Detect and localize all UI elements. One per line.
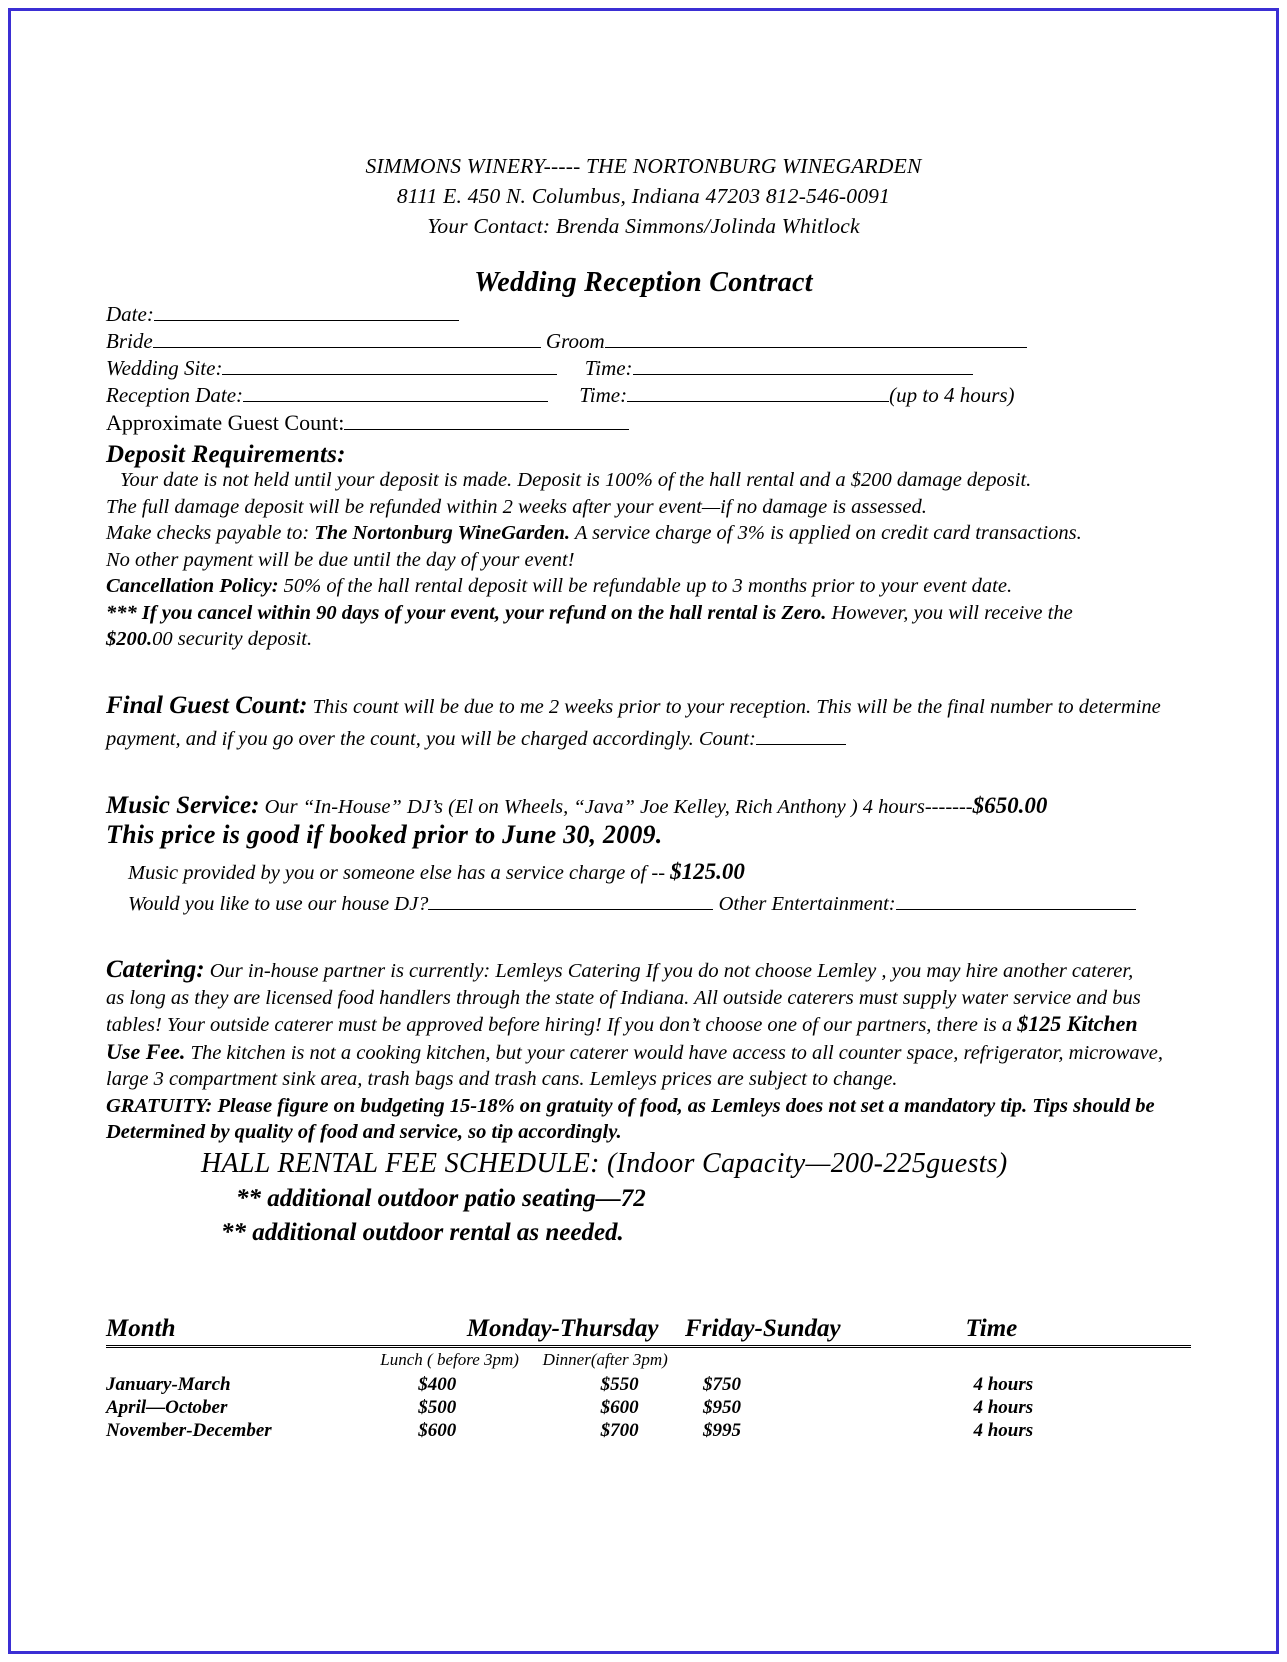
table-header-row — [106, 1316, 1191, 1347]
hall-rental-note-2: ** additional outdoor rental as needed. — [221, 1218, 624, 1246]
catering-line-3 — [106, 1011, 1211, 1039]
document-body — [106, 301, 1211, 1442]
cancellation-policy-text: 50% of the hall rental deposit will be refundable up to 3 months prior to your event date. — [278, 575, 1013, 597]
reception-date-input-line[interactable] — [243, 384, 548, 402]
date-input-line[interactable] — [154, 303, 459, 321]
row-time: 4 hours — [973, 1419, 1034, 1441]
hall-rental-heading: HALL RENTAL FEE SCHEDULE: (Indoor Capacity—200-225guests) — [201, 1147, 1008, 1179]
service-charge-note: A service charge of 3% is applied on credit card transactions. — [570, 522, 1082, 544]
form-row-reception-date — [106, 382, 1211, 409]
catering-text-3: tables! Your outside caterer must be approved before hiring! If you don’t choose one of our partners, there is a — [106, 1014, 1018, 1036]
company-address: 8111 E. 450 N. Columbus, Indiana 47203 812-546-0091 — [396, 184, 891, 208]
music-service-heading: Music Service: — [106, 791, 260, 819]
wedding-time-input-line[interactable] — [633, 357, 973, 375]
hall-rental-fee-table — [106, 1316, 1191, 1442]
row-month: April—October — [106, 1396, 228, 1418]
security-deposit-line — [106, 626, 1211, 653]
music-service-price: $650.00 — [972, 792, 1048, 818]
final-count-input-line[interactable] — [756, 727, 846, 745]
row-lunch: $500 — [418, 1396, 457, 1418]
security-deposit-amount: $200. — [106, 628, 153, 650]
reception-time-input-line[interactable] — [627, 384, 889, 402]
other-entertainment-label: Other Entertainment: — [718, 892, 896, 915]
final-guest-count-heading: Final Guest Count: — [106, 691, 308, 719]
column-header-month: Month — [106, 1316, 380, 1347]
other-entertainment-input-line[interactable] — [896, 892, 1136, 910]
company-contact: Your Contact: Brenda Simmons/Jolinda Whitlock — [427, 214, 860, 238]
final-guest-count-text-1: This count will be due to me 2 weeks prior to your reception. This will be the final number to determine — [307, 695, 1161, 718]
kitchen-use-fee-amount: $125 Kitchen — [1017, 1011, 1138, 1036]
kitchen-use-fee-label: Use Fee. — [106, 1038, 186, 1064]
final-guest-count-line-2 — [106, 726, 1211, 753]
subheader-dinner: Dinner(after 3pm) — [542, 1349, 668, 1369]
document-header — [11, 11, 1276, 299]
bride-input-line[interactable] — [153, 330, 541, 348]
cancellation-warning-rest: However, you will receive the — [826, 601, 1073, 624]
checks-payable-label: Make checks payable to: — [106, 522, 315, 544]
reception-date-label: Reception Date: — [106, 383, 244, 407]
hall-rental-note-1: ** additional outdoor patio seating—72 — [236, 1184, 646, 1212]
row-dinner: $600 — [600, 1396, 639, 1418]
table-row — [106, 1396, 1191, 1419]
groom-input-line[interactable] — [605, 330, 1027, 348]
cancellation-policy-label: Cancellation Policy: — [106, 575, 279, 597]
date-label: Date: — [106, 302, 154, 326]
row-month: January-March — [106, 1373, 231, 1395]
company-name: SIMMONS WINERY----- THE NORTONBURG WINEGARDEN — [365, 154, 922, 178]
cancellation-warning-bold: *** If you cancel within 90 days of your event, your refund on the hall rental is Zero. — [106, 601, 827, 624]
catering-line-4 — [106, 1039, 1211, 1067]
table-subheader-row — [106, 1346, 1191, 1373]
wedding-site-label: Wedding Site: — [106, 356, 223, 380]
house-dj-input-line[interactable] — [428, 892, 713, 910]
groom-label: Groom — [545, 329, 605, 353]
payee-name: The Nortonburg WineGarden. — [314, 522, 571, 544]
row-fri-sun: $750 — [703, 1373, 742, 1395]
row-lunch: $600 — [418, 1419, 457, 1441]
guest-count-input-line[interactable] — [344, 412, 629, 430]
catering-heading: Catering: — [106, 956, 205, 983]
deposit-line-1: Your date is not held until your deposit is made. Deposit is 100% of the hall rental and a $200 damage deposit. — [120, 469, 1032, 491]
row-fri-sun: $995 — [703, 1419, 742, 1441]
column-header-monday-thursday: Monday-Thursday — [380, 1316, 685, 1347]
page-title: Wedding Reception Contract — [474, 267, 813, 298]
row-dinner: $550 — [600, 1373, 639, 1395]
catering-line-1 — [106, 957, 1211, 985]
wedding-site-input-line[interactable] — [222, 357, 557, 375]
gratuity-line-1: GRATUITY: Please figure on budgeting 15-18% on gratuity of food, as Lemleys does not set a mandatory tip. Tips should be — [106, 1094, 1155, 1117]
row-time: 4 hours — [973, 1373, 1034, 1395]
house-dj-label: Would you like to use our house DJ? — [128, 892, 429, 915]
house-dj-line — [106, 891, 1211, 918]
form-row-wedding-site — [106, 355, 1211, 382]
form-row-date — [106, 301, 1211, 328]
form-row-bride-groom — [106, 328, 1211, 355]
final-guest-count-text-2: payment, and if you go over the count, you will be charged accordingly. Count: — [106, 728, 756, 750]
catering-line-2: as long as they are licensed food handlers through the state of Indiana. All outside caterers must supply water service and bus — [106, 986, 1141, 1009]
outside-music-line — [106, 859, 1211, 887]
row-dinner: $700 — [600, 1419, 639, 1441]
outside-music-price: $125.00 — [670, 859, 745, 884]
row-month: November-December — [106, 1419, 272, 1441]
cancellation-policy-line — [106, 573, 1211, 600]
gratuity-line-2: Determined by quality of food and service, so tip accordingly. — [106, 1121, 622, 1143]
deposit-line-2: The full damage deposit will be refunded within 2 weeks after your event—if no damage is assessed. — [106, 495, 927, 518]
column-header-time: Time — [965, 1316, 1191, 1347]
wedding-time-label: Time: — [584, 356, 633, 380]
catering-text-4: The kitchen is not a cooking kitchen, but your caterer would have access to all counter space, refrigerator, microwave, — [185, 1041, 1163, 1064]
row-fri-sun: $950 — [703, 1396, 742, 1418]
music-service-detail: Our “In-House” DJ’s (El on Wheels, “Java” Joe Kelley, Rich Anthony ) 4 hours------- — [259, 795, 973, 818]
table-row — [106, 1419, 1191, 1442]
outside-music-text: Music provided by you or someone else has a service charge of -- — [128, 862, 671, 884]
deposit-line-4: No other payment will be due until the day of your event! — [106, 548, 575, 571]
security-deposit-tail: 00 security deposit. — [152, 628, 313, 650]
catering-text-1: Our in-house partner is currently: Lemleys Catering If you do not choose Lemley , you may hire another caterer, — [204, 960, 1134, 982]
deposit-heading: Deposit Requirements: — [106, 441, 346, 468]
reception-time-note: (up to 4 hours) — [889, 383, 1015, 407]
subheader-lunch: Lunch ( before 3pm) — [380, 1349, 519, 1369]
final-guest-count-line-1 — [106, 693, 1211, 721]
column-header-friday-sunday: Friday-Sunday — [685, 1316, 965, 1347]
document-sheet — [11, 11, 1276, 1651]
row-lunch: $400 — [418, 1373, 457, 1395]
music-deadline: This price is good if booked prior to June 30, 2009. — [106, 820, 663, 849]
catering-line-5: large 3 compartment sink area, trash bags and trash cans. Lemleys prices are subject to change. — [106, 1068, 898, 1090]
form-row-guest-count — [106, 409, 1211, 436]
row-time: 4 hours — [973, 1396, 1034, 1418]
bride-label: Bride — [106, 329, 153, 353]
music-service-line — [106, 793, 1211, 821]
reception-time-label: Time: — [579, 383, 628, 407]
table-row — [106, 1373, 1191, 1396]
guest-count-label: Approximate Guest Count: — [106, 410, 345, 435]
deposit-line-3 — [106, 520, 1211, 547]
cancellation-warning-line — [106, 600, 1211, 627]
